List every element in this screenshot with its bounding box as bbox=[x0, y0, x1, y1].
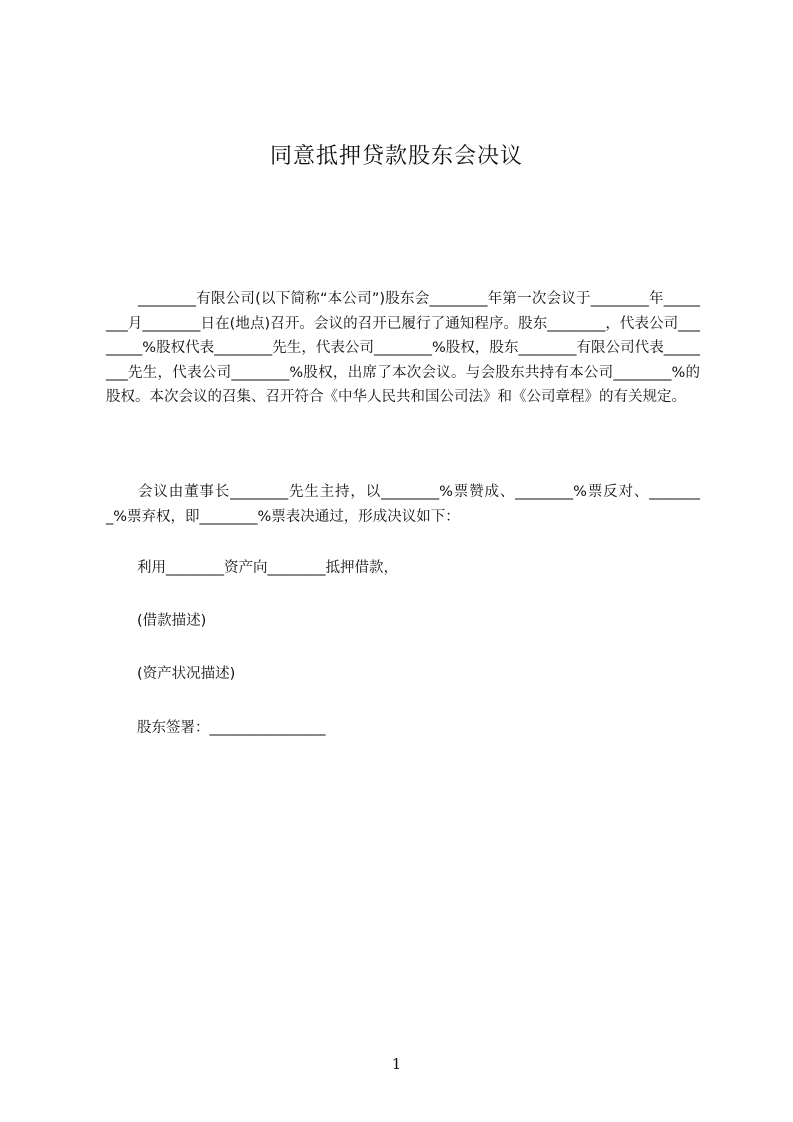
signature-line: 股东签署：________________ bbox=[137, 720, 326, 736]
resolution-line: 利用________资产向________抵押借款， bbox=[137, 560, 398, 576]
document-title: 同意抵押贷款股东会决议 bbox=[269, 144, 523, 169]
loan-description: (借款描述) bbox=[137, 613, 207, 629]
meeting-intro-paragraph: ________有限公司(以下简称“本公司”)股东会________年第一次会议于________年________月________日在(地点)召开。会议的召开已履行了通知程序。股东________，代表公司________%股权代表________先生，代表公司________%股权，股东________有限公司代表________先生，代表公司________%股权，出席了本次会议。与会股东共持有本公司________%的股权。本次会议的召集、召开符合《中华人民共和国公司法》和《公司章程》的有关规定。 bbox=[106, 291, 700, 405]
page-number: 1 bbox=[391, 1055, 402, 1073]
voting-paragraph: 会议由董事长________先生主持，以________%票赞成、________%票反对、________%票弃权，即________%票表决通过，形成决议如下： bbox=[106, 484, 700, 525]
asset-description: (资产状况描述) bbox=[137, 666, 236, 682]
